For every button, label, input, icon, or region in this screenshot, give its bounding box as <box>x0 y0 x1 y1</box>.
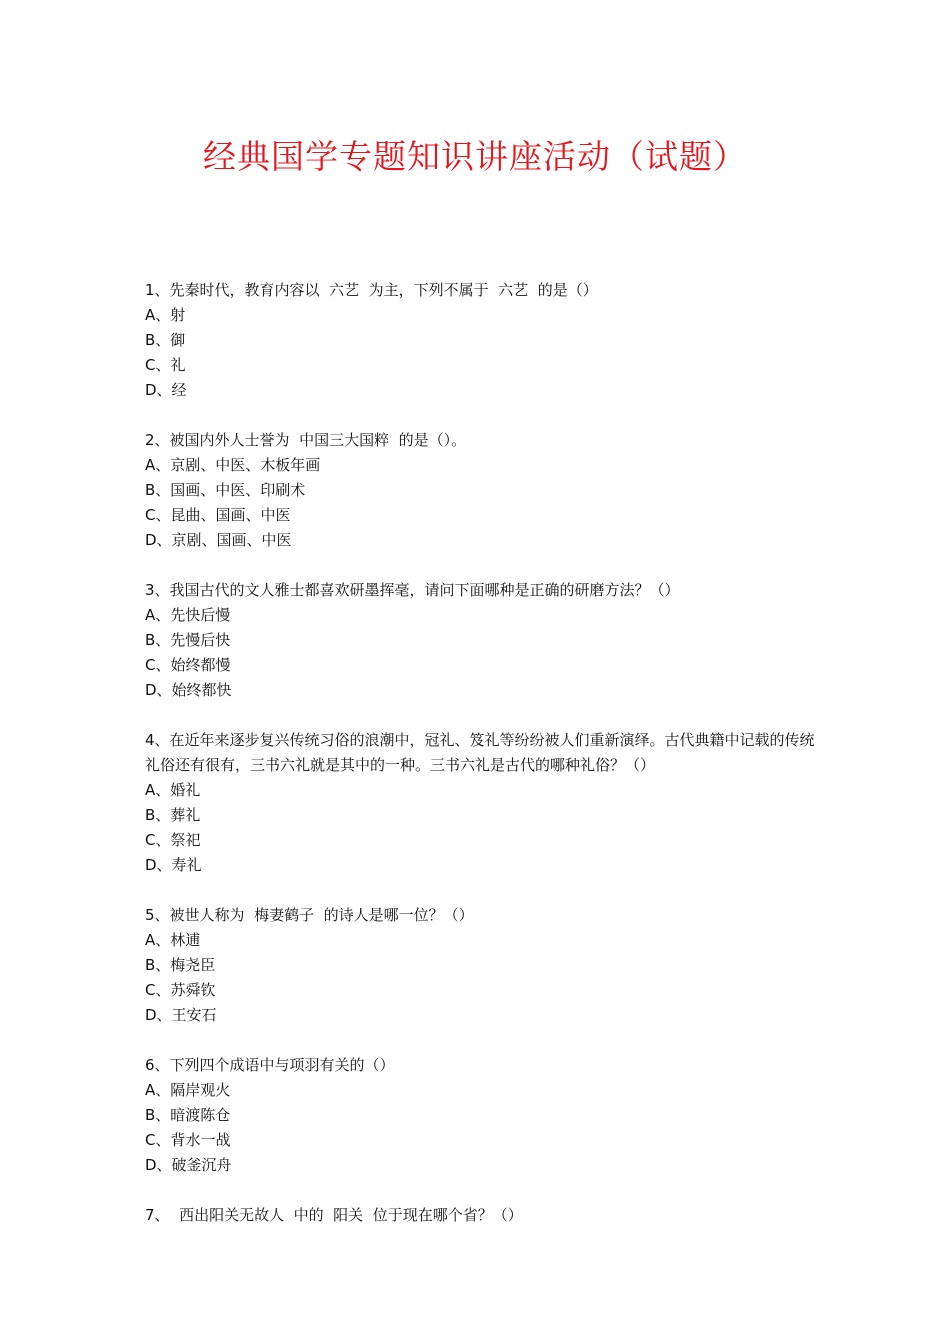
option-b: B、先慢后快 <box>145 631 231 649</box>
option-a: A、婚礼 <box>145 781 201 799</box>
question-5 <box>145 903 815 1028</box>
option-d: D、寿礼 <box>145 856 202 874</box>
option-d: D、京剧、国画、中医 <box>145 531 292 549</box>
option-d: D、经 <box>145 381 187 399</box>
question-list <box>145 278 815 1253</box>
option-c: C、礼 <box>145 356 186 374</box>
option-c: C、背水一战 <box>145 1131 231 1149</box>
question-stem: 2、被国内外人士誉为 中国三大国粹 的是（）。 <box>145 431 467 449</box>
option-b: B、御 <box>145 331 186 349</box>
question-6 <box>145 1053 815 1178</box>
question-3 <box>145 578 815 703</box>
question-stem: 4、在近年来逐步复兴传统习俗的浪潮中，冠礼、笈礼等纷纷被人们重新演绎。古代典籍中记载的传统礼俗还有很有，三书六礼就是其中的一种。三书六礼是古代的哪种礼俗？（） <box>145 731 815 774</box>
question-4 <box>145 728 815 878</box>
option-c: C、苏舜钦 <box>145 981 216 999</box>
question-stem: 6、下列四个成语中与项羽有关的（） <box>145 1056 395 1074</box>
option-b: B、国画、中医、印刷术 <box>145 481 306 499</box>
option-b: B、暗渡陈仓 <box>145 1106 231 1124</box>
option-c: C、祭祀 <box>145 831 201 849</box>
question-stem: 5、被世人称为 梅妻鹤子 的诗人是哪一位？（） <box>145 906 474 924</box>
question-7 <box>145 1203 815 1228</box>
question-2 <box>145 428 815 553</box>
question-stem: 3、我国古代的文人雅士都喜欢研墨挥毫，请问下面哪种是正确的研磨方法？（） <box>145 581 680 599</box>
question-stem: 7、 西出阳关无故人 中的 阳关 位于现在哪个省？（） <box>145 1206 523 1224</box>
option-d: D、王安石 <box>145 1006 217 1024</box>
option-a: A、射 <box>145 306 186 324</box>
option-b: B、葬礼 <box>145 806 201 824</box>
option-a: A、京剧、中医、木板年画 <box>145 456 321 474</box>
document-title: 经典国学专题知识讲座活动（试题） <box>203 137 747 176</box>
option-a: A、林逋 <box>145 931 201 949</box>
option-c: C、昆曲、国画、中医 <box>145 506 291 524</box>
option-d: D、破釜沉舟 <box>145 1156 232 1174</box>
option-a: A、隔岸观火 <box>145 1081 231 1099</box>
question-1 <box>145 278 815 403</box>
option-a: A、先快后慢 <box>145 606 231 624</box>
option-c: C、始终都慢 <box>145 656 231 674</box>
option-d: D、始终都快 <box>145 681 232 699</box>
option-b: B、梅尧臣 <box>145 956 216 974</box>
question-stem: 1、先秦时代，教育内容以 六艺 为主，下列不属于 六艺 的是（） <box>145 281 598 299</box>
